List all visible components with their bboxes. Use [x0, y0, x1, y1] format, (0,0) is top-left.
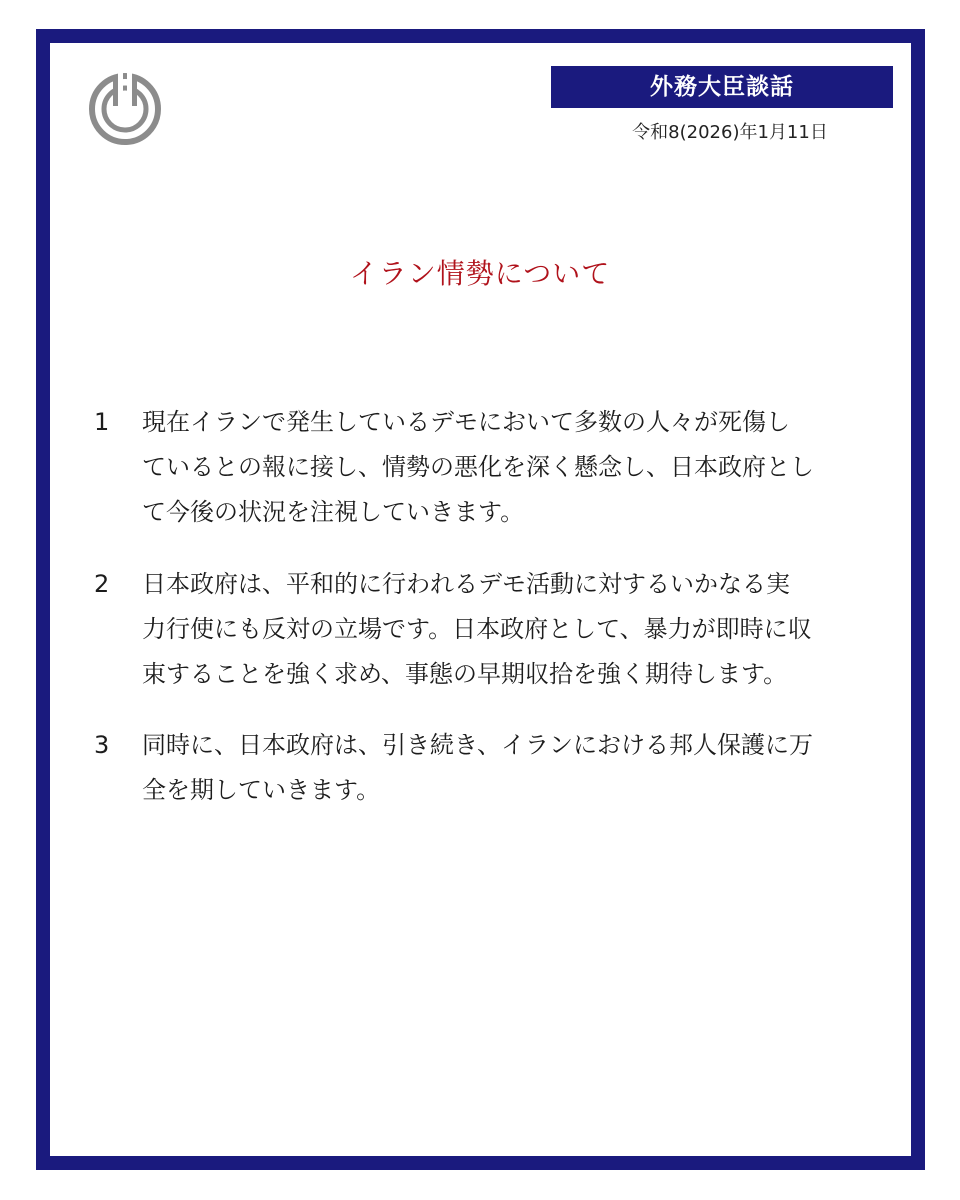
item-line: 束することを強く求め、事態の早期収拾を強く期待します。	[142, 660, 788, 688]
statement-type-badge: 外務大臣談話	[551, 66, 893, 108]
item-number: 2	[94, 570, 110, 598]
statement-date: 令和8(2026)年1月11日	[632, 122, 828, 143]
page-title: イラン情勢について	[349, 257, 611, 290]
statement-item-2	[94, 562, 874, 697]
item-line: 現在イランで発生しているデモにおいて多数の人々が死傷し	[142, 408, 790, 436]
item-number: 3	[94, 731, 110, 759]
statement-item-3	[94, 723, 874, 813]
item-line: 同時に、日本政府は、引き続き、イランにおける邦人保護に万	[142, 731, 814, 759]
item-line: 全を期していきます。	[142, 776, 381, 804]
item-line: 日本政府は、平和的に行われるデモ活動に対するいかなる実	[142, 570, 790, 598]
item-line: 力行使にも反対の立場です。日本政府として、暴力が即時に収	[142, 615, 812, 643]
ministry-emblem-icon	[88, 72, 162, 146]
item-line: て今後の状況を注視していきます。	[142, 498, 525, 526]
item-number: 1	[94, 408, 110, 436]
item-line: ているとの報に接し、情勢の悪化を深く懸念し、日本政府とし	[142, 453, 814, 481]
statement-item-1	[94, 400, 874, 535]
